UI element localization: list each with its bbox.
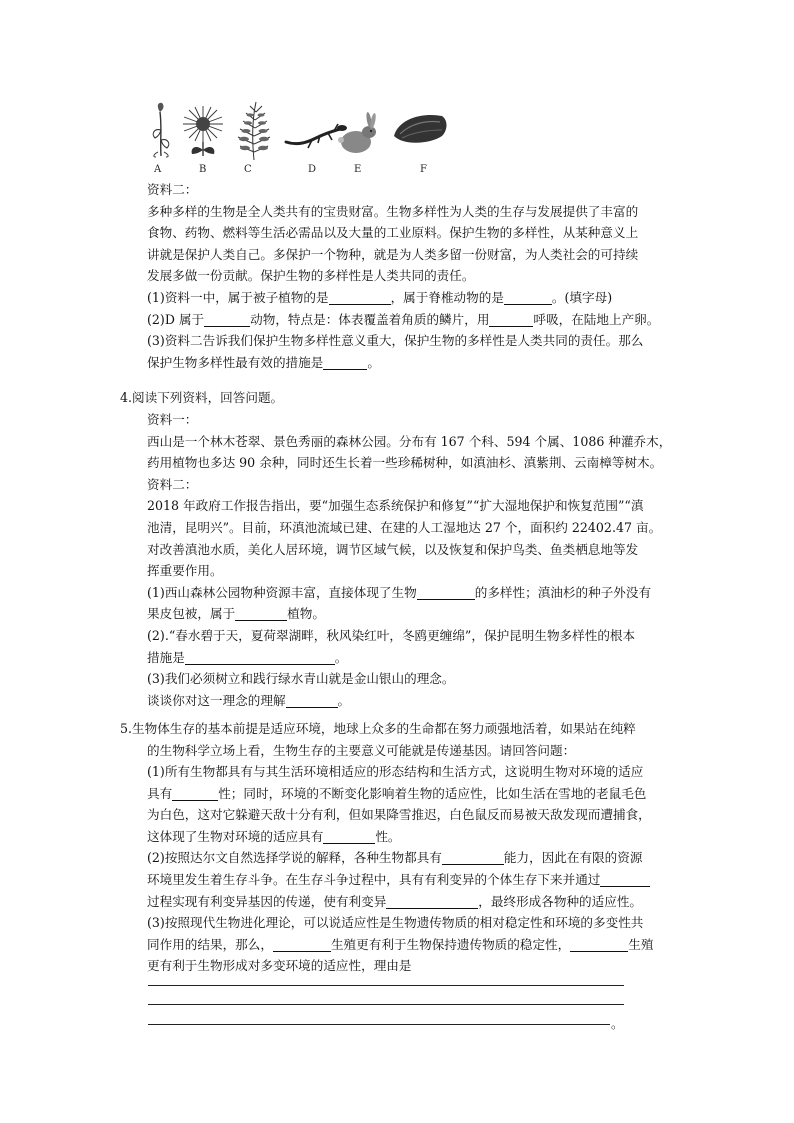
figure-label-c: C — [244, 164, 252, 175]
q5-part-1-cont: 具有 性；同时，环境的不断变化影响着生物的适应性，比如生活在雪地的老鼠毛色 — [147, 785, 647, 801]
q5-intro — [120, 718, 720, 761]
answer-blank[interactable] — [323, 829, 375, 844]
q4-question-2: (2).“春水碧于天，夏荷翠湖畔，秋风染红叶，冬鸥更缠绵”，保护昆明生物多样性的根本 — [147, 627, 636, 643]
q3-material2-line: 多种多样的生物是全人类共有的宝贵财富。生物多样性为人类的生存与发展提供了丰富的 — [147, 203, 639, 219]
q3-section — [147, 179, 697, 373]
figure-label-e: E — [354, 164, 362, 175]
q5-intro-line: 的生物科学立场上看，生物生存的主要意义可能就是传递基因。请回答问题： — [147, 742, 576, 758]
q5-part-3-cont: 更有利于生物形成对多变环境的适应性，理由是 — [147, 958, 412, 974]
q4-material2-line: 池清，昆明兴”。目前，环滇池流域已建、在建的人工湿地达 27 个，面积约 22402.47 亩。 — [147, 519, 662, 535]
q5-part-3-cont: 同作用的结果，那么， 生殖更有利于生物保持遗传物质的稳定性， 生殖 — [147, 936, 654, 952]
answer-line[interactable] — [148, 985, 624, 986]
q5-end-period: 。 — [611, 1016, 624, 1031]
q5-part-1-cont: 这体现了生物对环境的适应具有 性。 — [147, 828, 401, 844]
q4-question-3: (3)我们必须树立和践行绿水青山就是金山银山的理念。 — [147, 671, 455, 687]
q4-material1-line: 药用植物也多达 90 余种，同时还生长着一些珍稀树种，如滇油杉、滇紫荆、云南樟等树木。 — [147, 455, 663, 471]
q4-question-3-cont: 谈谈你对这一理念的理解 。 — [147, 692, 351, 708]
q4-question-1: (1)西山森林公园物种资源丰富，直接体现了生物 的多样性；滇油杉的种子外没有 — [147, 584, 652, 600]
fern-plant-icon — [232, 100, 276, 162]
q4-material2-title: 资料二： — [147, 476, 198, 492]
organism-figure — [140, 98, 460, 180]
q3-material2-line: 发展多做一份贡献。保护生物的多样性是人类共同的责任。 — [147, 268, 475, 284]
q3-question-3-cont: 保护生物多样性最有效的措施是 。 — [147, 354, 380, 370]
q5-part-1-cont: 为白色，这对它躲避天敌十分有利，但如果降雪推迟，白色鼠反而易被天敌发现而遭捕食， — [147, 807, 651, 823]
flower-plant-icon — [178, 104, 228, 160]
answer-blank[interactable] — [286, 693, 338, 708]
q4-question-2-cont: 措施是 。 — [147, 649, 348, 665]
q4-material2-line: 挥重要作用。 — [147, 563, 223, 579]
answer-blank[interactable] — [172, 786, 218, 801]
q3-question-1: (1)资料一中，属于被子植物的是 ，属于脊椎动物的是 。(填字母) — [147, 289, 613, 305]
answer-blank[interactable] — [185, 650, 335, 665]
q3-material2-title: 资料二： — [147, 182, 198, 197]
q5-part-1: (1)所有生物都具有与其生活环境相适应的形态结构和生活方式，这说明生物对环境的适应 — [147, 764, 644, 779]
q5-part-2-cont: 过程实现有利变异基因的传递，使有利变异 ，最终形成各物种的适应性。 — [147, 893, 642, 909]
q4-material2-line: 2018 年政府工作报告指出，要“加强生态系统保护和修复”“扩大湿地保护和恢复范围”“滇 — [147, 498, 644, 514]
q3-question-2: (2)D 属于 动物，特点是：体表覆盖着角质的鳞片，用 呼吸，在陆地上产卵。 — [147, 311, 660, 327]
answer-blank[interactable] — [273, 937, 331, 952]
q3-material2-line: 讲就是保护人类自己。多保护一个物种，就是为人类多留一份财富，为人类社会的可持续 — [147, 246, 639, 262]
answer-blank[interactable] — [489, 312, 533, 327]
figure-label-f: F — [420, 164, 427, 175]
answer-blank[interactable] — [600, 872, 650, 887]
q3-material2-line: 食物、药物、燃料等生活必需品以及大量的工业原料。保护生物的多样性，从某种意义上 — [147, 225, 639, 241]
q4-material1-title: 资料一： — [147, 412, 198, 427]
answer-blank[interactable] — [504, 290, 552, 305]
answer-blank[interactable] — [570, 937, 628, 952]
answer-blank[interactable] — [417, 585, 475, 600]
q4-material1-line: 西山是一个林木苍翠、景色秀丽的森林公园。分布有 167 个科、594 个属、1086 种灌乔木， — [147, 433, 672, 449]
q3-question-3: (3)资料二告诉我们保护生物多样性意义重大，保护生物的多样性是人类共同的责任。那么 — [147, 333, 644, 349]
answer-line[interactable] — [148, 1004, 624, 1005]
answer-blank[interactable] — [204, 312, 250, 327]
answer-line[interactable] — [148, 1024, 610, 1025]
q5-section — [147, 761, 697, 977]
q5-part-2: (2)按照达尔文自然选择学说的解释，各种生物都具有 能力，因此在有限的资源 — [147, 850, 643, 866]
answer-blank[interactable] — [329, 290, 391, 305]
moss-plant-icon — [146, 100, 176, 158]
q4-section — [147, 409, 697, 711]
q5-part-3: (3)按照现代生物进化理论，可以说适应性是生物遗传物质的相对稳定性和环境的多变性共 — [147, 915, 644, 931]
figure-label-b: B — [199, 164, 207, 175]
mussel-shell-icon — [390, 110, 450, 150]
figure-label-d: D — [308, 164, 317, 175]
answer-blank[interactable] — [323, 355, 367, 370]
q4-material2-line: 对改善滇池水质，美化人居环境，调节区域气候，以及恢复和保护鸟类、鱼类栖息地等发 — [147, 541, 639, 557]
rabbit-icon — [336, 112, 380, 156]
answer-blank[interactable] — [235, 606, 287, 621]
q5-part-2-cont: 环境里发生着生存斗争。在生存斗争过程中，具有有利变异的个体生存下来并通过 — [147, 869, 697, 891]
figure-label-a: A — [154, 164, 162, 175]
answer-blank[interactable] — [386, 894, 478, 909]
answer-blank[interactable] — [442, 850, 504, 865]
q4-title: 4.阅读下列资料，回答问题。 — [120, 390, 284, 405]
q5-intro-line: 5.生物体生存的基本前提是适应环境，地球上众多的生命都在努力顽强地活着，如果站在纯粹 — [120, 721, 636, 736]
q4-question-1-cont: 果皮包被，属于 植物。 — [147, 606, 325, 622]
